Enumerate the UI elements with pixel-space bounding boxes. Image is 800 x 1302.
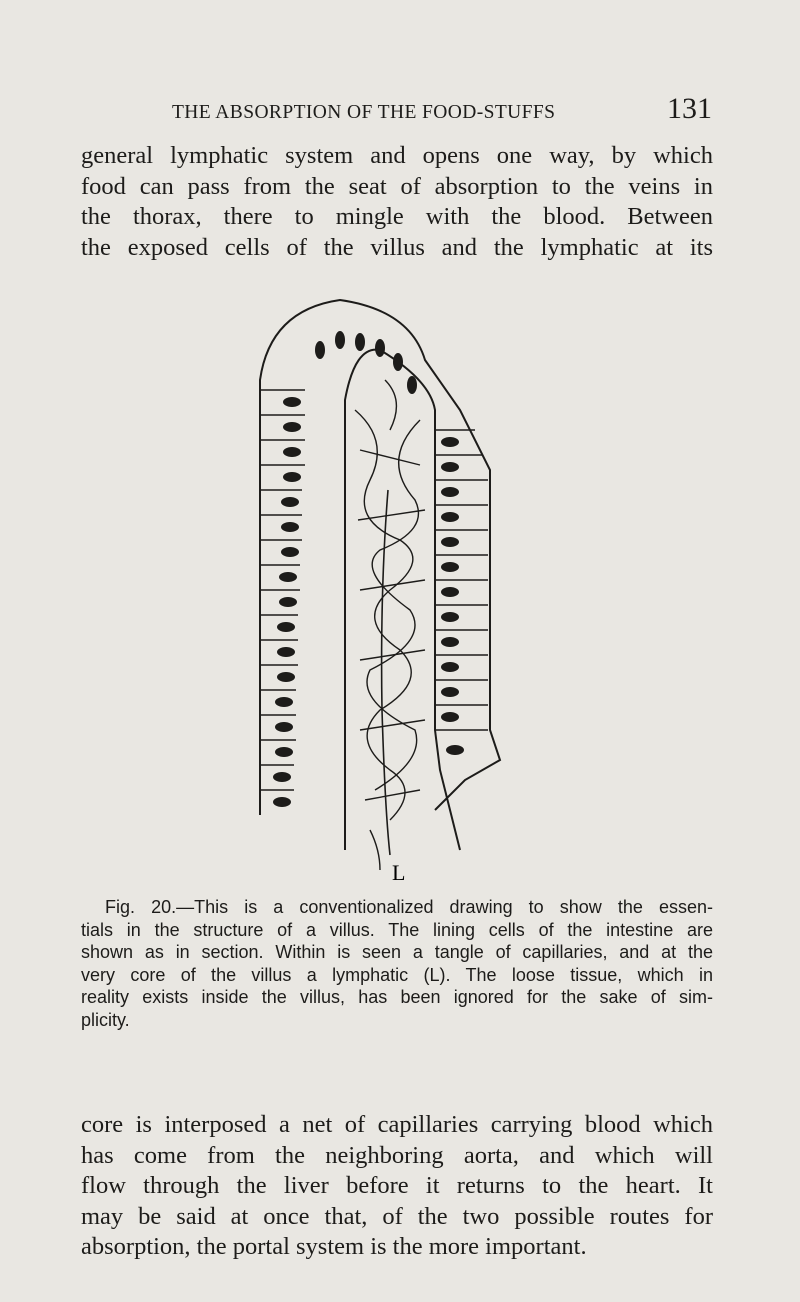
paragraph-top <box>81 141 713 263</box>
villus-outer-outline <box>260 300 500 815</box>
villus-inner-outline <box>345 350 460 850</box>
text-line: absorption, the portal system is the more important. <box>81 1233 587 1260</box>
paragraph-bottom <box>81 1110 713 1263</box>
figure-caption <box>81 896 713 1031</box>
figure-label-L: L <box>392 860 406 880</box>
capillary-tangle <box>355 380 425 870</box>
text-line: the thorax, there to mingle with the blood. Between <box>81 203 713 230</box>
text-line: general lymphatic system and opens one way, by which <box>81 142 713 169</box>
caption-line: Fig. 20.—This is a conventionalized drawing to show the essen- <box>105 897 713 917</box>
text-line: has come from the neighboring aorta, and which will <box>81 1141 713 1169</box>
text-line: the exposed cells of the villus and the lymphatic at its <box>81 233 713 261</box>
caption-line: shown as in section. Within is seen a tangle of capillaries, and at the <box>81 942 713 962</box>
running-title: THE ABSORPTION OF THE FOOD-STUFFS <box>172 102 556 123</box>
page-number: 131 <box>667 92 712 125</box>
text-line: flow through the liver before it returns to the heart. It <box>81 1172 713 1199</box>
caption-line: tials in the structure of a villus. The lining cells of the intestine are <box>81 919 713 940</box>
caption-line: reality exists inside the villus, has been ignored for the sake of sim- <box>81 987 713 1007</box>
lining-cells-right <box>435 430 488 730</box>
lymphatic-core <box>382 490 390 855</box>
caption-line: very core of the villus a lymphatic (L). The loose tissue, which in <box>81 964 713 985</box>
caption-line: plicity. <box>81 1009 130 1030</box>
text-line: food can pass from the seat of absorption to the veins in <box>81 172 713 200</box>
text-line: may be said at once that, of the two possible routes for <box>81 1202 713 1230</box>
villus-illustration <box>230 290 550 880</box>
text-line: core is interposed a net of capillaries carrying blood which <box>81 1111 713 1138</box>
